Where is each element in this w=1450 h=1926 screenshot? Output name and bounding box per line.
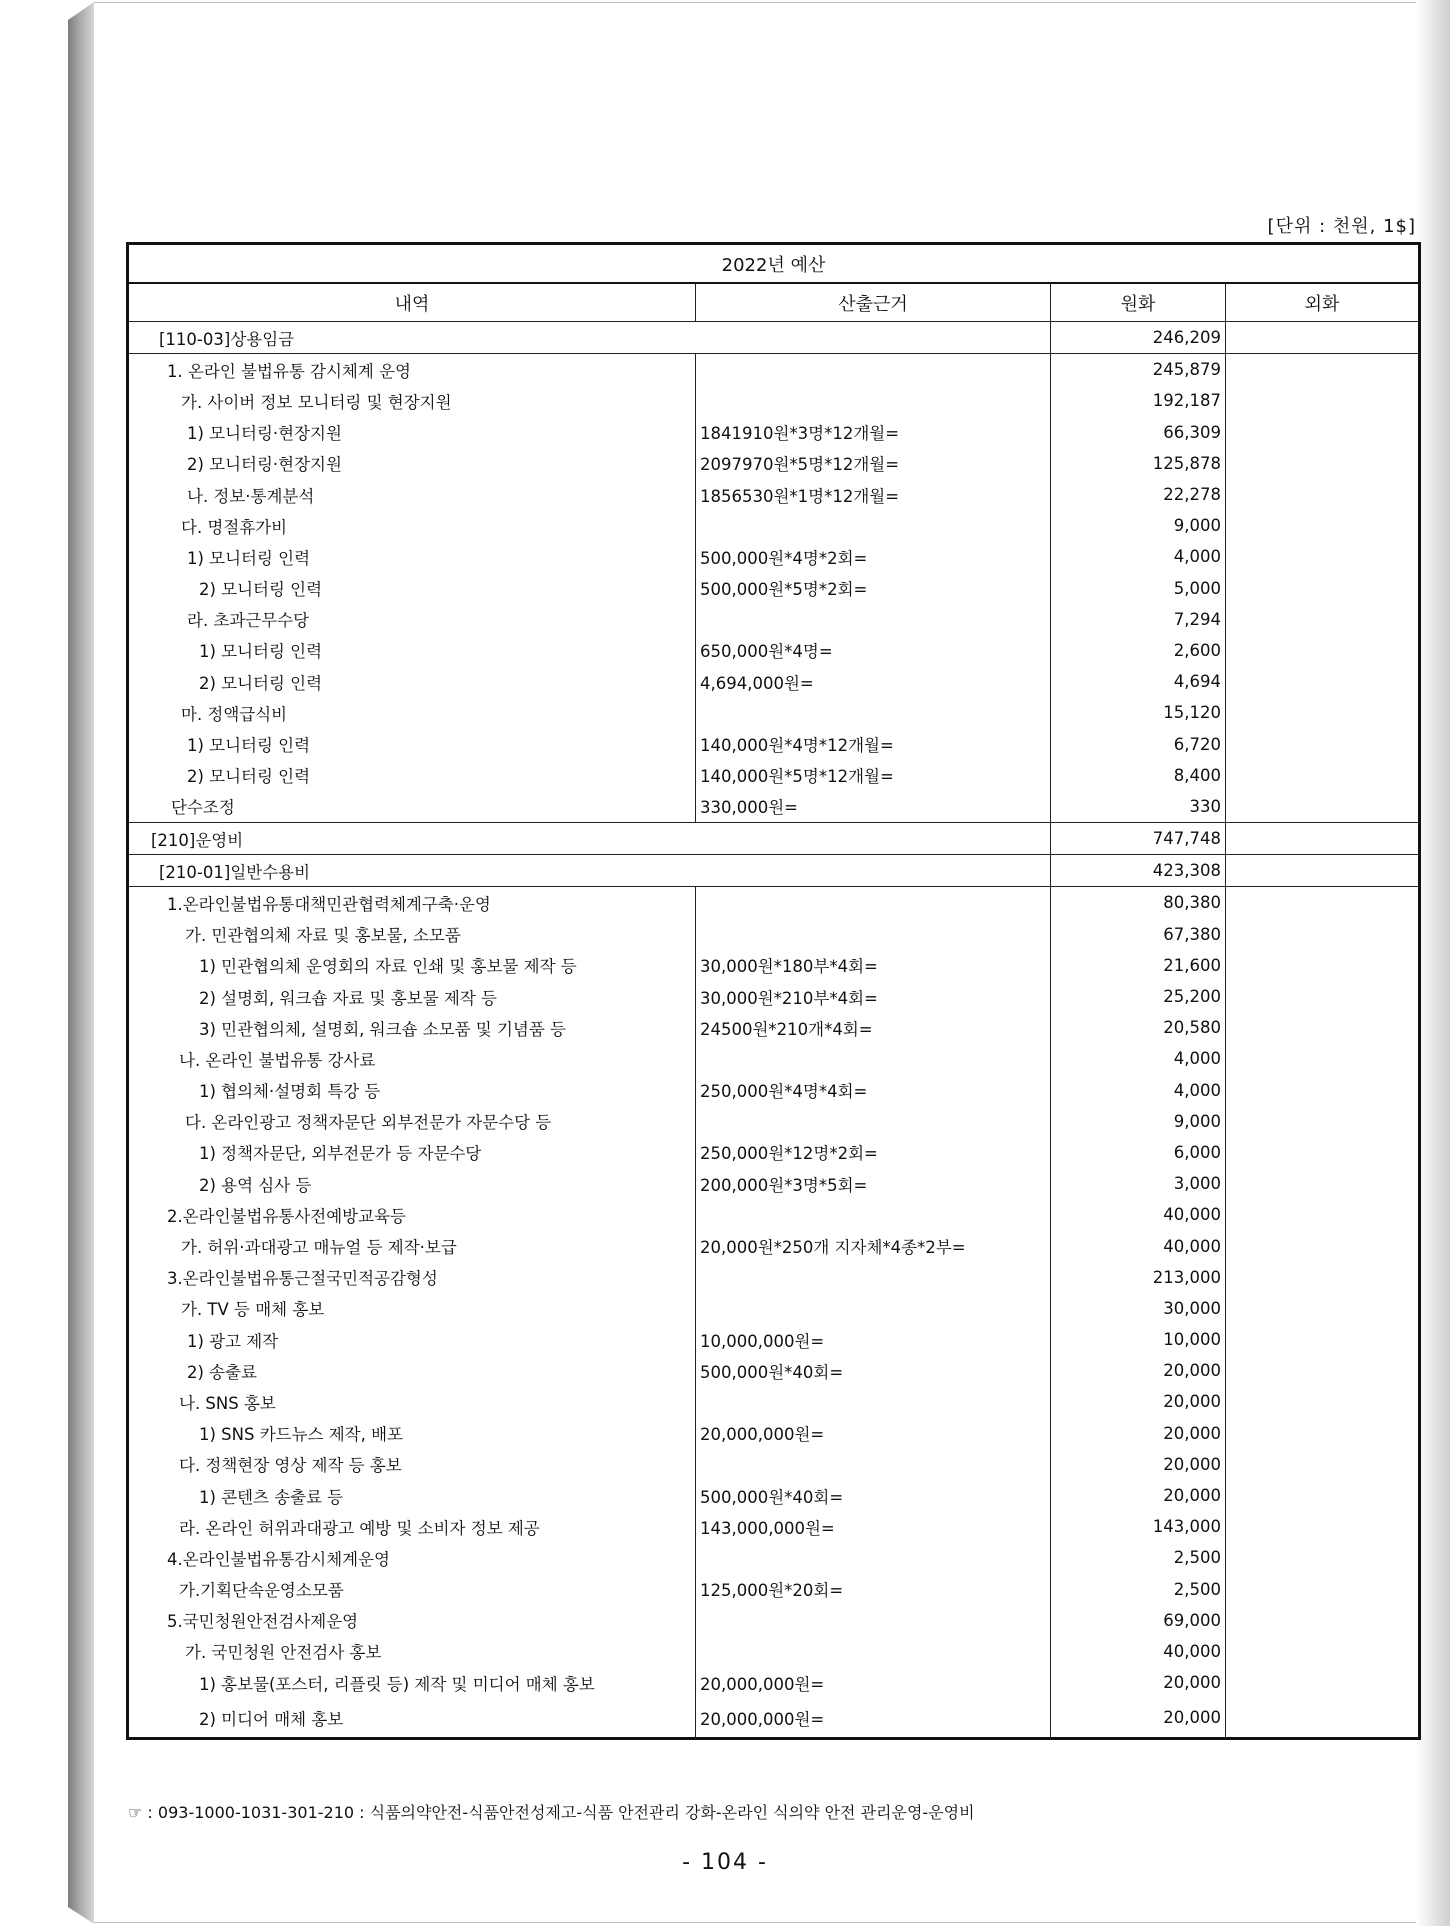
row-krw-amount: 66,309 xyxy=(1051,417,1226,448)
row-item: 1) 콘텐츠 송출료 등 xyxy=(128,1480,696,1511)
table-row xyxy=(128,760,1420,791)
row-krw-amount: 143,000 xyxy=(1051,1511,1226,1542)
row-krw-amount: 15,120 xyxy=(1051,697,1226,728)
column-header-item: 내역 xyxy=(128,283,696,322)
row-foreign-amount xyxy=(1226,1137,1420,1168)
row-basis xyxy=(696,1106,1051,1137)
row-krw-amount: 4,694 xyxy=(1051,666,1226,697)
page-left-edge xyxy=(68,2,94,1924)
row-krw-amount: 2,500 xyxy=(1051,1574,1226,1605)
row-basis xyxy=(696,1293,1051,1324)
footnote: ☞ : 093-1000-1031-301-210 : 식품의약안전-식품안전성제고-식품 안전관리 강화-온라인 식의약 안전 관리운영-운영비 xyxy=(128,1803,975,1822)
row-foreign-amount xyxy=(1226,1667,1420,1698)
table-row xyxy=(128,1199,1420,1230)
row-krw-amount: 10,000 xyxy=(1051,1324,1226,1355)
row-basis: 10,000,000원= xyxy=(696,1324,1051,1355)
row-krw-amount: 3,000 xyxy=(1051,1168,1226,1199)
table-row xyxy=(128,1043,1420,1074)
year-title: 2022년 예산 xyxy=(128,244,1420,284)
row-basis: 140,000원*5명*12개월= xyxy=(696,760,1051,791)
page-number: - 104 - xyxy=(682,1850,768,1875)
table-row xyxy=(128,354,1420,386)
row-basis: 1841910원*3명*12개월= xyxy=(696,417,1051,448)
row-basis: 125,000원*20회= xyxy=(696,1574,1051,1605)
row-foreign-amount xyxy=(1226,1199,1420,1230)
row-item: 2) 모니터링 인력 xyxy=(128,573,696,604)
row-item: 1) 모니터링·현장지원 xyxy=(128,417,696,448)
row-krw-amount: 2,600 xyxy=(1051,635,1226,666)
row-item: 1) 모니터링 인력 xyxy=(128,728,696,759)
table-row xyxy=(128,1262,1420,1293)
table-row xyxy=(128,635,1420,666)
row-item: 다. 명절휴가비 xyxy=(128,510,696,541)
row-basis xyxy=(696,354,1051,386)
row-krw-amount: 80,380 xyxy=(1051,887,1226,919)
row-foreign-amount xyxy=(1226,1355,1420,1386)
table-row xyxy=(128,1324,1420,1355)
row-foreign-amount xyxy=(1226,981,1420,1012)
row-foreign-amount xyxy=(1226,1293,1420,1324)
table-row xyxy=(128,510,1420,541)
row-basis xyxy=(696,1449,1051,1480)
row-foreign-amount xyxy=(1226,479,1420,510)
row-krw-amount: 20,000 xyxy=(1051,1698,1226,1738)
table-row xyxy=(128,950,1420,981)
row-basis xyxy=(696,604,1051,635)
table-row xyxy=(128,573,1420,604)
row-item: 1) 모니터링 인력 xyxy=(128,635,696,666)
table-row xyxy=(128,1012,1420,1043)
row-foreign-amount xyxy=(1226,1574,1420,1605)
table-row xyxy=(128,1106,1420,1137)
table-row xyxy=(128,666,1420,697)
row-item: 2) 송출료 xyxy=(128,1355,696,1386)
row-foreign-amount xyxy=(1226,1230,1420,1261)
row-item: 1. 온라인 불법유통 감시체계 운영 xyxy=(128,354,696,386)
row-foreign-amount xyxy=(1226,1605,1420,1636)
table-row xyxy=(128,1605,1420,1636)
row-basis xyxy=(696,1605,1051,1636)
table-row xyxy=(128,1636,1420,1667)
row-krw-amount: 20,580 xyxy=(1051,1012,1226,1043)
row-foreign-amount xyxy=(1226,791,1420,823)
column-header-krw: 원화 xyxy=(1051,283,1226,322)
row-krw-amount: 246,209 xyxy=(1051,322,1226,354)
row-basis: 200,000원*3명*5회= xyxy=(696,1168,1051,1199)
row-foreign-amount xyxy=(1226,385,1420,416)
row-item: 가. 민관협의체 자료 및 홍보물, 소모품 xyxy=(128,919,696,950)
row-krw-amount: 9,000 xyxy=(1051,1106,1226,1137)
row-foreign-amount xyxy=(1226,1168,1420,1199)
row-basis xyxy=(696,697,1051,728)
row-krw-amount: 20,000 xyxy=(1051,1418,1226,1449)
row-foreign-amount xyxy=(1226,1636,1420,1667)
table-row xyxy=(128,1511,1420,1542)
row-basis: 500,000원*40회= xyxy=(696,1355,1051,1386)
table-row xyxy=(128,1574,1420,1605)
row-item: 단수조정 xyxy=(128,791,696,823)
row-krw-amount: 22,278 xyxy=(1051,479,1226,510)
row-item: 3.온라인불법유통근절국민적공감형성 xyxy=(128,1262,696,1293)
row-basis: 30,000원*210부*4회= xyxy=(696,981,1051,1012)
table-row xyxy=(128,1667,1420,1698)
table-row xyxy=(128,728,1420,759)
row-basis: 20,000,000원= xyxy=(696,1418,1051,1449)
row-item: [210-01]일반수용비 xyxy=(128,855,1051,887)
row-foreign-amount xyxy=(1226,1012,1420,1043)
row-krw-amount: 8,400 xyxy=(1051,760,1226,791)
row-foreign-amount xyxy=(1226,1480,1420,1511)
table-row xyxy=(128,1230,1420,1261)
row-foreign-amount xyxy=(1226,697,1420,728)
table-row xyxy=(128,981,1420,1012)
table-row xyxy=(128,479,1420,510)
row-foreign-amount xyxy=(1226,887,1420,919)
row-item: 1) 광고 제작 xyxy=(128,1324,696,1355)
row-item: 3) 민관협의체, 설명회, 워크숍 소모품 및 기념품 등 xyxy=(128,1012,696,1043)
table-row xyxy=(128,919,1420,950)
row-item: 1) 모니터링 인력 xyxy=(128,541,696,572)
row-basis: 24500원*210개*4회= xyxy=(696,1012,1051,1043)
row-foreign-amount xyxy=(1226,1386,1420,1417)
row-item: 1) 홍보물(포스터, 리플릿 등) 제작 및 미디어 매체 홍보 xyxy=(128,1667,696,1698)
row-item: 2) 용역 심사 등 xyxy=(128,1168,696,1199)
row-foreign-amount xyxy=(1226,1075,1420,1106)
row-krw-amount: 25,200 xyxy=(1051,981,1226,1012)
row-basis: 250,000원*4명*4회= xyxy=(696,1075,1051,1106)
row-krw-amount: 5,000 xyxy=(1051,573,1226,604)
row-foreign-amount xyxy=(1226,1262,1420,1293)
row-krw-amount: 192,187 xyxy=(1051,385,1226,416)
row-foreign-amount xyxy=(1226,1449,1420,1480)
row-krw-amount: 4,000 xyxy=(1051,1043,1226,1074)
row-item: 가.기획단속운영소모품 xyxy=(128,1574,696,1605)
row-krw-amount: 245,879 xyxy=(1051,354,1226,386)
table-row xyxy=(128,791,1420,823)
row-item: 다. 온라인광고 정책자문단 외부전문가 자문수당 등 xyxy=(128,1106,696,1137)
row-basis: 143,000,000원= xyxy=(696,1511,1051,1542)
table-row xyxy=(128,1075,1420,1106)
page-top-border xyxy=(94,2,1416,3)
budget-table xyxy=(126,242,1421,1740)
row-basis xyxy=(696,510,1051,541)
page-right-edge xyxy=(1416,0,1450,1926)
row-basis xyxy=(696,385,1051,416)
row-basis: 140,000원*4명*12개월= xyxy=(696,728,1051,759)
table-row xyxy=(128,448,1420,479)
column-header-foreign: 외화 xyxy=(1226,283,1420,322)
row-krw-amount: 20,000 xyxy=(1051,1449,1226,1480)
row-foreign-amount xyxy=(1226,666,1420,697)
row-krw-amount: 40,000 xyxy=(1051,1199,1226,1230)
row-foreign-amount xyxy=(1226,728,1420,759)
row-item: 라. 온라인 허위과대광고 예방 및 소비자 정보 제공 xyxy=(128,1511,696,1542)
row-krw-amount: 7,294 xyxy=(1051,604,1226,635)
table-row xyxy=(128,1137,1420,1168)
row-item: 2) 미디어 매체 홍보 xyxy=(128,1698,696,1738)
row-basis: 500,000원*40회= xyxy=(696,1480,1051,1511)
row-foreign-amount xyxy=(1226,1043,1420,1074)
row-foreign-amount xyxy=(1226,541,1420,572)
row-foreign-amount xyxy=(1226,919,1420,950)
row-item: [210]운영비 xyxy=(128,823,1051,855)
row-item: 1) SNS 카드뉴스 제작, 배포 xyxy=(128,1418,696,1449)
table-row xyxy=(128,417,1420,448)
row-item: 1) 협의체·설명회 특강 등 xyxy=(128,1075,696,1106)
table-row xyxy=(128,1480,1420,1511)
row-item: 가. TV 등 매체 홍보 xyxy=(128,1293,696,1324)
row-krw-amount: 21,600 xyxy=(1051,950,1226,981)
row-basis: 20,000,000원= xyxy=(696,1667,1051,1698)
row-foreign-amount xyxy=(1226,760,1420,791)
row-item: 1.온라인불법유통대책민관협력체계구축·운영 xyxy=(128,887,696,919)
row-foreign-amount xyxy=(1226,322,1420,354)
row-krw-amount: 330 xyxy=(1051,791,1226,823)
table-row xyxy=(128,823,1420,855)
row-foreign-amount xyxy=(1226,448,1420,479)
row-foreign-amount xyxy=(1226,823,1420,855)
row-foreign-amount xyxy=(1226,1324,1420,1355)
table-row xyxy=(128,887,1420,919)
row-krw-amount: 20,000 xyxy=(1051,1386,1226,1417)
row-foreign-amount xyxy=(1226,635,1420,666)
table-row xyxy=(128,855,1420,887)
row-basis: 20,000원*250개 지자체*4종*2부= xyxy=(696,1230,1051,1261)
row-item: 1) 민관협의체 운영회의 자료 인쇄 및 홍보물 제작 등 xyxy=(128,950,696,981)
table-row xyxy=(128,1418,1420,1449)
row-basis xyxy=(696,1636,1051,1667)
row-krw-amount: 40,000 xyxy=(1051,1230,1226,1261)
row-basis xyxy=(696,1386,1051,1417)
row-basis: 330,000원= xyxy=(696,791,1051,823)
row-krw-amount: 747,748 xyxy=(1051,823,1226,855)
table-row xyxy=(128,1449,1420,1480)
row-item: 4.온라인불법유통감시체계운영 xyxy=(128,1542,696,1573)
row-foreign-amount xyxy=(1226,1542,1420,1573)
row-krw-amount: 20,000 xyxy=(1051,1667,1226,1698)
row-basis: 650,000원*4명= xyxy=(696,635,1051,666)
row-krw-amount: 67,380 xyxy=(1051,919,1226,950)
row-basis xyxy=(696,1199,1051,1230)
row-item: 라. 초과근무수당 xyxy=(128,604,696,635)
row-foreign-amount xyxy=(1226,1106,1420,1137)
row-foreign-amount xyxy=(1226,855,1420,887)
row-basis: 4,694,000원= xyxy=(696,666,1051,697)
row-basis: 250,000원*12명*2회= xyxy=(696,1137,1051,1168)
budget-rows xyxy=(128,322,1420,1739)
row-krw-amount: 4,000 xyxy=(1051,541,1226,572)
row-krw-amount: 423,308 xyxy=(1051,855,1226,887)
table-row xyxy=(128,322,1420,354)
table-row xyxy=(128,604,1420,635)
row-foreign-amount xyxy=(1226,950,1420,981)
row-basis xyxy=(696,887,1051,919)
row-krw-amount: 20,000 xyxy=(1051,1480,1226,1511)
row-item: 2) 모니터링·현장지원 xyxy=(128,448,696,479)
row-krw-amount: 2,500 xyxy=(1051,1542,1226,1573)
row-krw-amount: 30,000 xyxy=(1051,1293,1226,1324)
row-item: 2) 설명회, 워크숍 자료 및 홍보물 제작 등 xyxy=(128,981,696,1012)
row-krw-amount: 6,720 xyxy=(1051,728,1226,759)
unit-label: [단위 : 천원, 1$] xyxy=(1267,216,1416,237)
row-foreign-amount xyxy=(1226,417,1420,448)
row-basis: 30,000원*180부*4회= xyxy=(696,950,1051,981)
row-basis: 500,000원*4명*2회= xyxy=(696,541,1051,572)
row-basis: 500,000원*5명*2회= xyxy=(696,573,1051,604)
row-foreign-amount xyxy=(1226,573,1420,604)
row-basis xyxy=(696,1043,1051,1074)
row-item: 2) 모니터링 인력 xyxy=(128,666,696,697)
table-row xyxy=(128,1355,1420,1386)
row-krw-amount: 6,000 xyxy=(1051,1137,1226,1168)
table-row xyxy=(128,697,1420,728)
row-basis xyxy=(696,919,1051,950)
row-krw-amount: 40,000 xyxy=(1051,1636,1226,1667)
table-row xyxy=(128,1698,1420,1738)
row-item: 마. 정액급식비 xyxy=(128,697,696,728)
row-basis: 2097970원*5명*12개월= xyxy=(696,448,1051,479)
row-item: 나. 정보·통계분석 xyxy=(128,479,696,510)
row-item: 가. 사이버 정보 모니터링 및 현장지원 xyxy=(128,385,696,416)
row-item: 2.온라인불법유통사전예방교육등 xyxy=(128,1199,696,1230)
column-header-basis: 산출근거 xyxy=(696,283,1051,322)
row-item: 나. 온라인 불법유통 강사료 xyxy=(128,1043,696,1074)
row-krw-amount: 4,000 xyxy=(1051,1075,1226,1106)
row-item: 1) 정책자문단, 외부전문가 등 자문수당 xyxy=(128,1137,696,1168)
row-foreign-amount xyxy=(1226,1698,1420,1738)
row-item: 나. SNS 홍보 xyxy=(128,1386,696,1417)
table-row xyxy=(128,1168,1420,1199)
row-item: 5.국민청원안전검사제운영 xyxy=(128,1605,696,1636)
row-foreign-amount xyxy=(1226,354,1420,386)
table-row xyxy=(128,1293,1420,1324)
row-item: [110-03]상용임금 xyxy=(128,322,1051,354)
row-basis xyxy=(696,1262,1051,1293)
row-item: 가. 국민청원 안전검사 홍보 xyxy=(128,1636,696,1667)
row-foreign-amount xyxy=(1226,1511,1420,1542)
row-krw-amount: 20,000 xyxy=(1051,1355,1226,1386)
row-item: 가. 허위·과대광고 매뉴얼 등 제작·보급 xyxy=(128,1230,696,1261)
table-row xyxy=(128,385,1420,416)
row-basis: 1856530원*1명*12개월= xyxy=(696,479,1051,510)
table-row xyxy=(128,1542,1420,1573)
row-item: 다. 정책현장 영상 제작 등 홍보 xyxy=(128,1449,696,1480)
row-foreign-amount xyxy=(1226,604,1420,635)
row-krw-amount: 125,878 xyxy=(1051,448,1226,479)
table-row xyxy=(128,541,1420,572)
row-item: 2) 모니터링 인력 xyxy=(128,760,696,791)
row-krw-amount: 9,000 xyxy=(1051,510,1226,541)
table-row xyxy=(128,1386,1420,1417)
row-basis xyxy=(696,1542,1051,1573)
page-bottom-border xyxy=(94,1922,1416,1923)
row-basis: 20,000,000원= xyxy=(696,1698,1051,1738)
row-krw-amount: 213,000 xyxy=(1051,1262,1226,1293)
row-foreign-amount xyxy=(1226,510,1420,541)
row-krw-amount: 69,000 xyxy=(1051,1605,1226,1636)
row-foreign-amount xyxy=(1226,1418,1420,1449)
